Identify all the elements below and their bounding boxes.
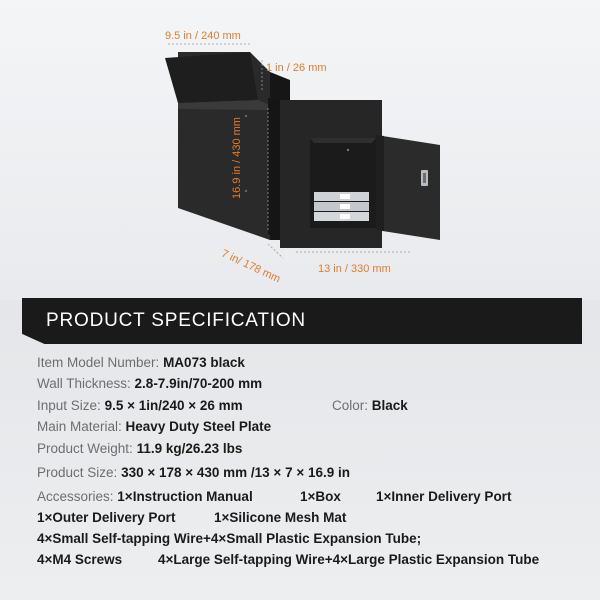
spec-size-label: Product Size: bbox=[37, 465, 118, 480]
spec-input-value: 9.5 × 1in/240 × 26 mm bbox=[104, 398, 243, 413]
spec-title: PRODUCT SPECIFICATION bbox=[46, 310, 306, 331]
spec-color-label: Color: bbox=[332, 398, 369, 413]
spec-model-label: Item Model Number: bbox=[37, 355, 160, 370]
spec-wall-label: Wall Thickness: bbox=[37, 376, 131, 391]
inner-delivery-port bbox=[268, 98, 440, 248]
spec-weight-value: 11.9 kg/26.23 lbs bbox=[136, 441, 243, 456]
spec-material bbox=[37, 419, 271, 434]
spec-material-label: Main Material: bbox=[37, 419, 122, 434]
spec-color-value: Black bbox=[371, 398, 408, 413]
dimension-width: 13 in / 330 mm bbox=[318, 263, 391, 275]
spec-wall-value: 2.8-7.9in/70-200 mm bbox=[134, 376, 263, 391]
dimension-slot-depth: 1 in / 26 mm bbox=[266, 62, 327, 74]
spec-size-value: 330 × 178 × 430 mm /13 × 7 × 16.9 in bbox=[121, 465, 350, 480]
accessory-item: 1×Instruction Manual bbox=[117, 489, 253, 504]
spec-accessories-label: Accessories: bbox=[37, 489, 114, 504]
accessory-item: 4×M4 Screws bbox=[37, 552, 123, 567]
spec-wall bbox=[37, 376, 262, 391]
spec-input bbox=[37, 398, 243, 413]
spec-material-value: Heavy Duty Steel Plate bbox=[125, 419, 272, 434]
spec-color bbox=[332, 398, 408, 413]
accessory-item: 1×Box bbox=[300, 489, 341, 504]
accessory-item: 1×Outer Delivery Port bbox=[37, 510, 176, 525]
accessory-item: 1×Silicone Mesh Mat bbox=[214, 510, 347, 525]
dimension-top-width: 9.5 in / 240 mm bbox=[165, 30, 241, 42]
spec-weight-label: Product Weight: bbox=[37, 441, 133, 456]
spec-size bbox=[37, 465, 350, 480]
spec-weight bbox=[37, 441, 242, 456]
spec-model-value: MA073 black bbox=[163, 355, 245, 370]
spec-input-label: Input Size: bbox=[37, 398, 101, 413]
accessory-item: 4×Large Self-tapping Wire+4×Large Plastic Expansion Tube bbox=[158, 552, 540, 567]
dimension-depth: 7 in/ 178 mm bbox=[219, 247, 283, 286]
accessory-item: 4×Small Self-tapping Wire+4×Small Plastic Expansion Tube; bbox=[37, 531, 422, 546]
spec-model bbox=[37, 355, 245, 370]
dimension-height: 16.9 in / 430 mm bbox=[230, 117, 243, 199]
accessory-item: 1×Inner Delivery Port bbox=[376, 489, 512, 504]
spec-accessories bbox=[37, 489, 253, 504]
